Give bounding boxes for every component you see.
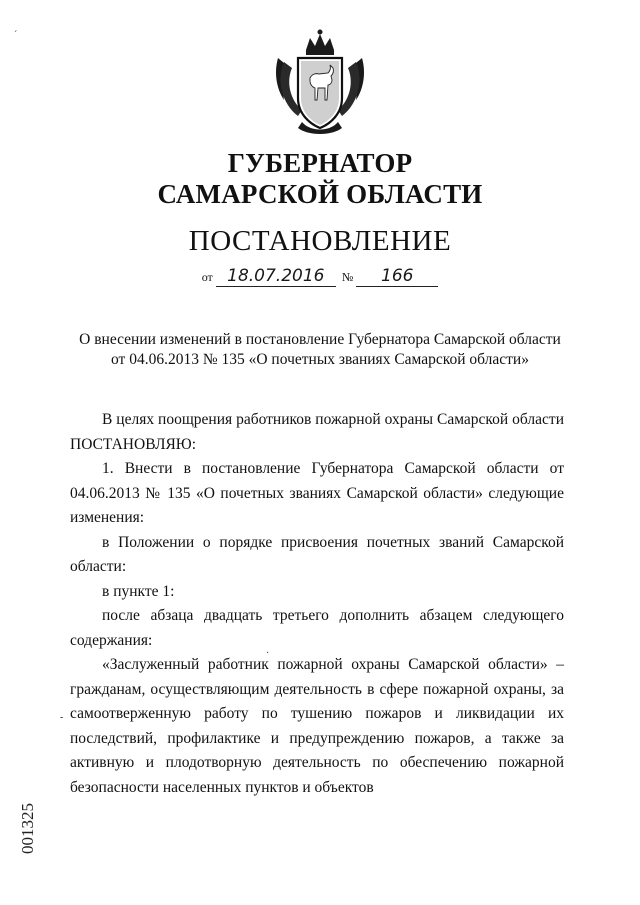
number-value: 166: [356, 266, 438, 287]
scan-mark: ˊ: [14, 30, 18, 41]
body-paragraph: в пункте 1:: [102, 582, 175, 600]
subject-line-1: О внесении изменений в постановление Губернатора Самарской области: [79, 331, 561, 348]
subject-line-2: от 04.06.2013 № 135 «О почетных званиях Самарской области»: [111, 351, 529, 368]
body-paragraph: после абзаца двадцать третьего дополнить абзацем следующего содержания:: [70, 607, 564, 649]
body-paragraph: В целях поощрения работников пожарной охраны Самарской области ПОСТАНОВЛЯЮ:: [70, 411, 564, 453]
date-value: 18.07.2016: [216, 266, 336, 287]
document-subject: [60, 330, 580, 370]
governor-title-line2: САМАРСКОЙ ОБЛАСТИ: [157, 179, 483, 209]
registration-stamp-number: 001325: [18, 803, 37, 855]
document-header: [0, 148, 640, 258]
body-paragraph: 1. Внести в постановление Губернатора Самарской области от 04.06.2013 № 135 «О почетных званиях Самарской области» следующие изменения:: [70, 460, 564, 526]
document-meta: [0, 266, 640, 287]
coat-of-arms-icon: [272, 28, 368, 136]
body-paragraph: в Положении о порядке присвоения почетных званий Самарской области:: [70, 533, 564, 575]
date-label: от: [201, 270, 213, 284]
number-label: №: [341, 270, 354, 284]
governor-title-line1: ГУБЕРНАТОР: [227, 148, 413, 178]
body-paragraph: «Заслуженный работник пожарной охраны Самарской области» – гражданам, осуществляющим деятельность в сфере пожарной охраны, за самоотверженную работу по тушению пожаров и ликвидации их последствий, профилактике и предупреждению пожаров, а также за активную и плодотворную деятельность по обеспечению пожарной безопасности населенных пунктов и объектов: [70, 656, 564, 796]
scan-mark: -: [60, 712, 64, 723]
document-body: [70, 408, 564, 800]
scan-mark: ·: [266, 648, 270, 659]
document-type: ПОСТАНОВЛЕНИЕ: [188, 225, 452, 257]
